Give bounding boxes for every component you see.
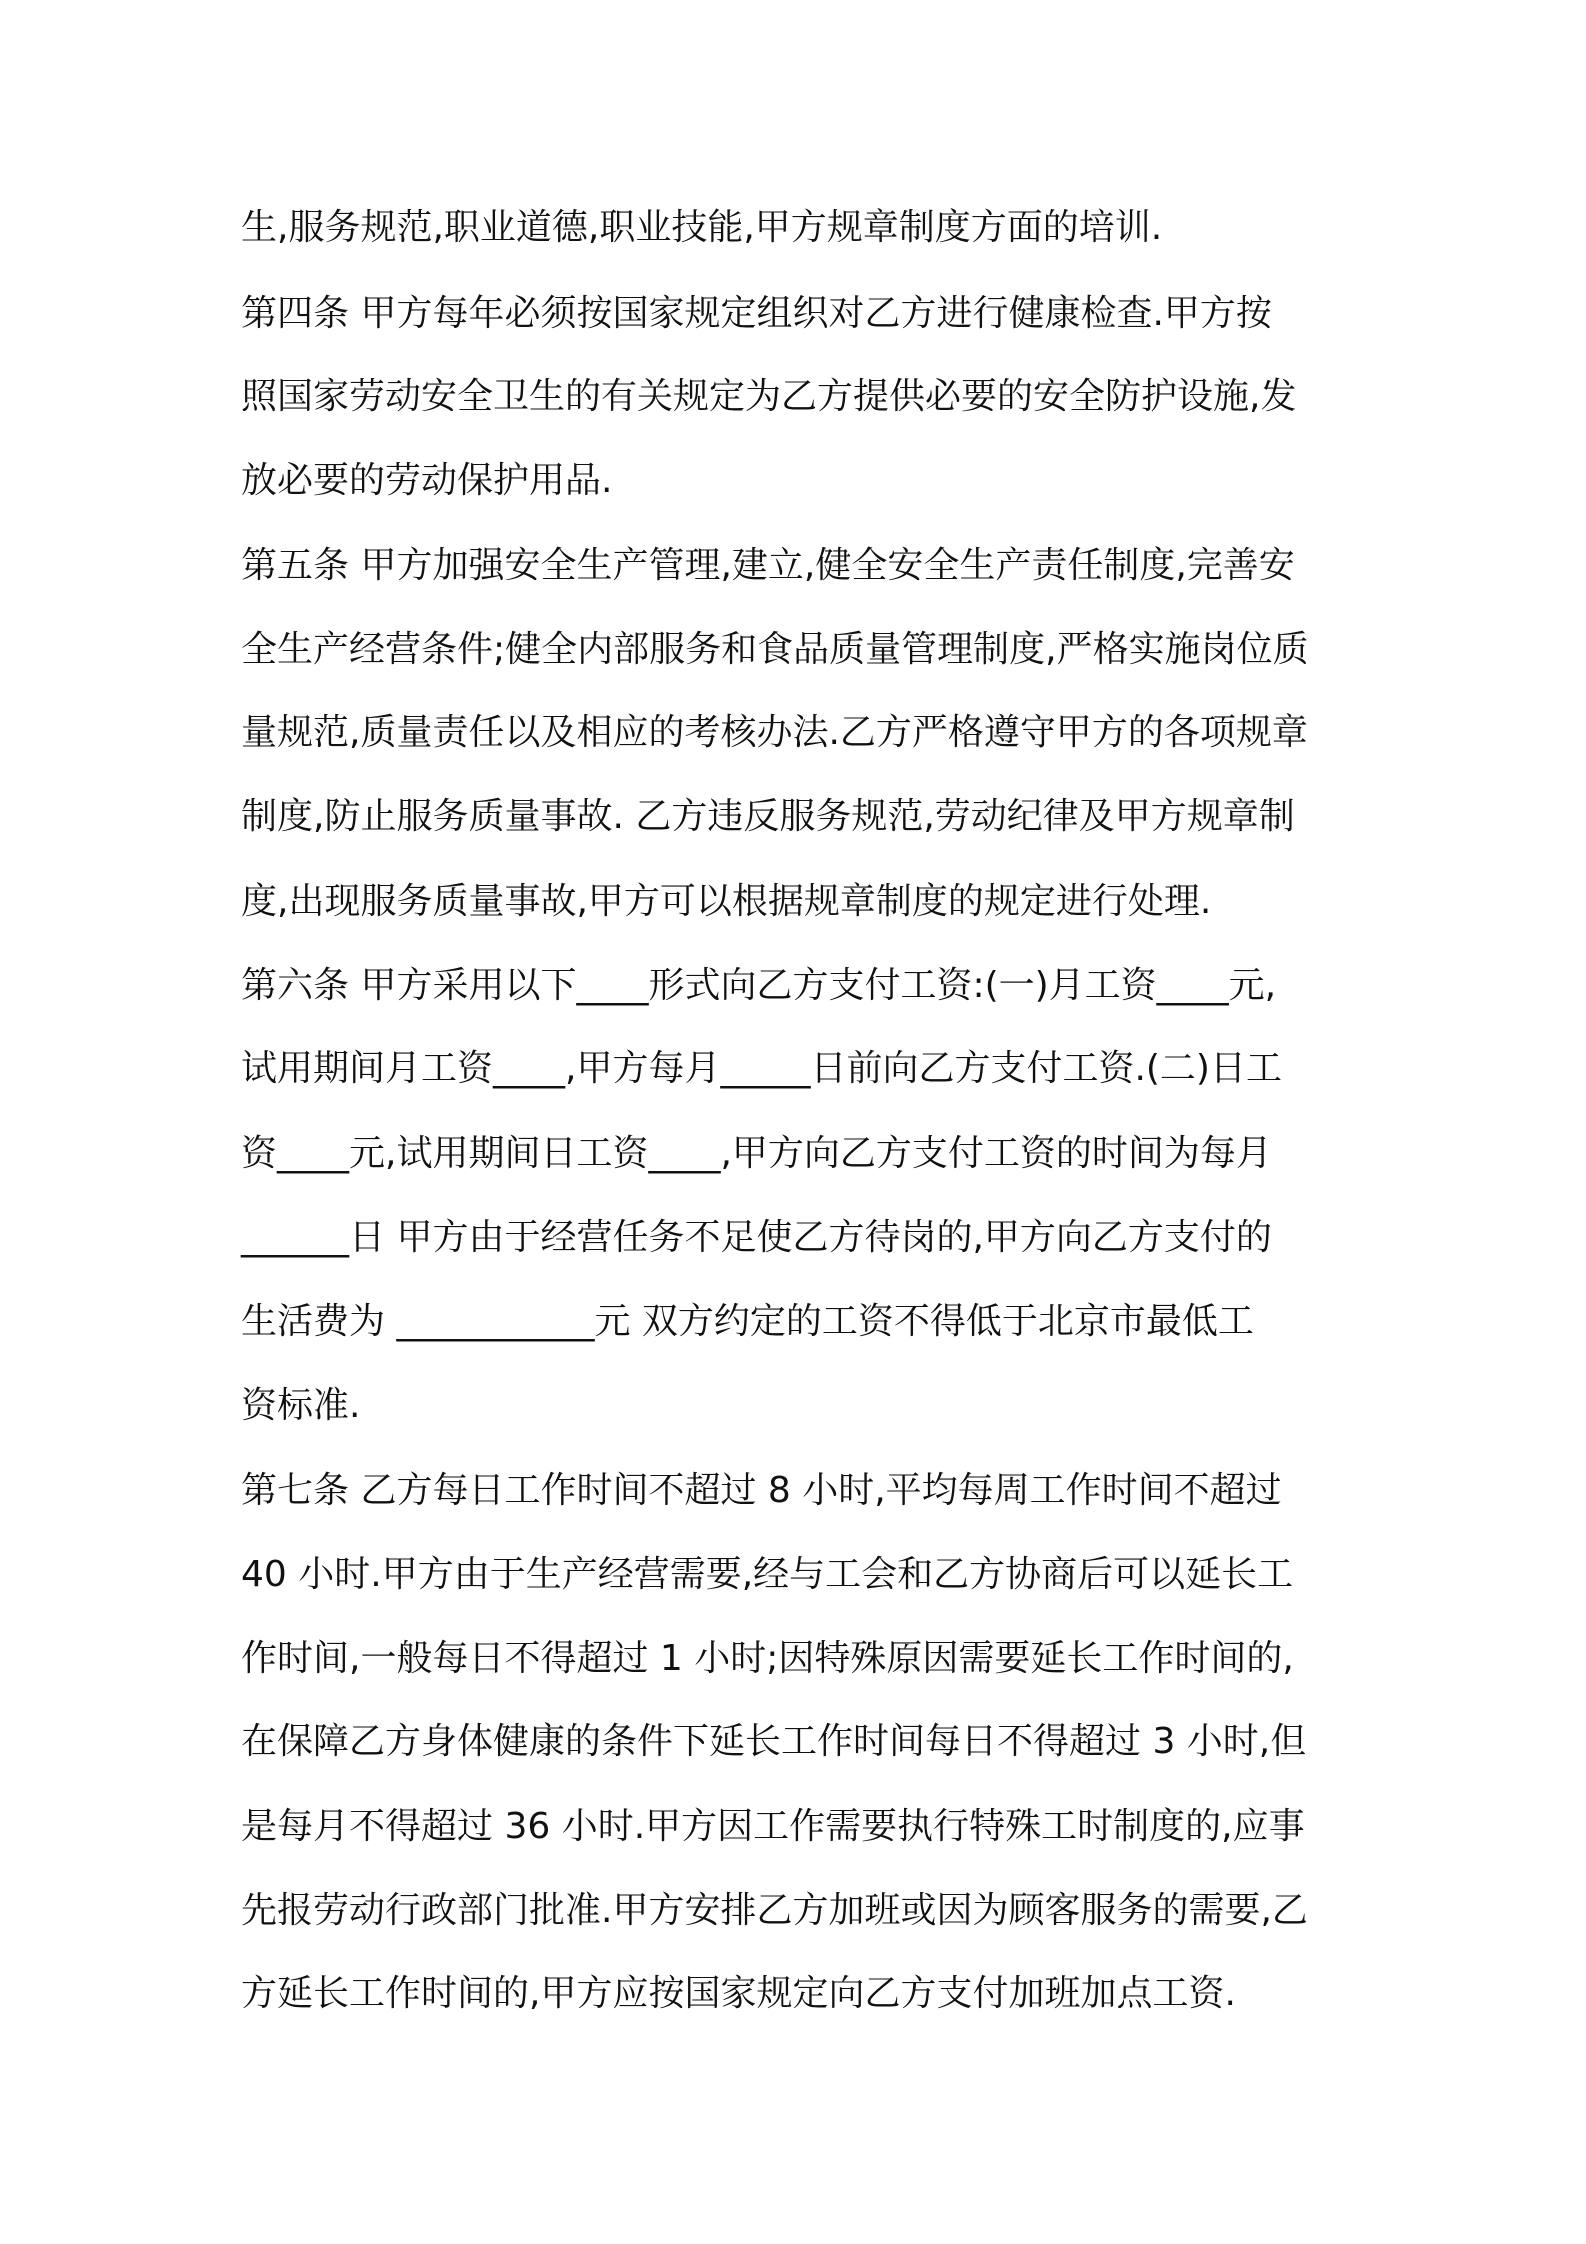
text-line: 作时间,一般每日不得超过 1 小时;因特殊原因需要延长工作时间的, bbox=[241, 1638, 1294, 1679]
text-line: ______日 甲方由于经营任务不足使乙方待岗的,甲方向乙方支付的 bbox=[241, 1217, 1272, 1258]
text-line: 放必要的劳动保护用品. bbox=[241, 460, 613, 501]
text-line: 制度,防止服务质量事故. 乙方违反服务规范,劳动纪律及甲方规章制 bbox=[241, 796, 1295, 837]
text-line: 是每月不得超过 36 小时.甲方因工作需要执行特殊工时制度的,应事 bbox=[241, 1806, 1305, 1847]
text-line: 先报劳动行政部门批准.甲方安排乙方加班或因为顾客服务的需要,乙 bbox=[241, 1890, 1308, 1931]
text-line: 40 小时.甲方由于生产经营需要,经与工会和乙方协商后可以延长工 bbox=[241, 1554, 1294, 1595]
text-line: 第五条 甲方加强安全生产管理,建立,健全安全生产责任制度,完善安 bbox=[241, 545, 1295, 586]
text-line: 资标准. bbox=[241, 1385, 361, 1426]
text-line: 照国家劳动安全卫生的有关规定为乙方提供必要的安全防护设施,发 bbox=[241, 376, 1297, 417]
text-line: 生活费为 ___________元 双方约定的工资不得低于北京市最低工 bbox=[241, 1301, 1254, 1342]
text-line: 在保障乙方身体健康的条件下延长工作时间每日不得超过 3 小时,但 bbox=[241, 1721, 1307, 1762]
text-line: 试用期间月工资____,甲方每月_____日前向乙方支付工资.(二)日工 bbox=[241, 1048, 1282, 1089]
text-line: 资____元,试用期间日工资____,甲方向乙方支付工资的时间为每月 bbox=[241, 1133, 1272, 1174]
text-line: 量规范,质量责任以及相应的考核办法.乙方严格遵守甲方的各项规章 bbox=[241, 712, 1308, 753]
text-line: 生,服务规范,职业道德,职业技能,甲方规章制度方面的培训. bbox=[241, 207, 1163, 248]
text-line: 第四条 甲方每年必须按国家规定组织对乙方进行健康检查.甲方按 bbox=[241, 293, 1272, 334]
text-line: 第六条 甲方采用以下____形式向乙方支付工资:(一)月工资____元, bbox=[241, 965, 1277, 1006]
text-line: 全生产经营条件;健全内部服务和食品质量管理制度,严格实施岗位质 bbox=[241, 629, 1309, 670]
text-line: 第七条 乙方每日工作时间不超过 8 小时,平均每周工作时间不超过 bbox=[241, 1470, 1282, 1511]
text-line: 度,出现服务质量事故,甲方可以根据规章制度的规定进行处理. bbox=[241, 881, 1212, 922]
text-line: 方延长工作时间的,甲方应按国家规定向乙方支付加班加点工资. bbox=[241, 1973, 1236, 2014]
